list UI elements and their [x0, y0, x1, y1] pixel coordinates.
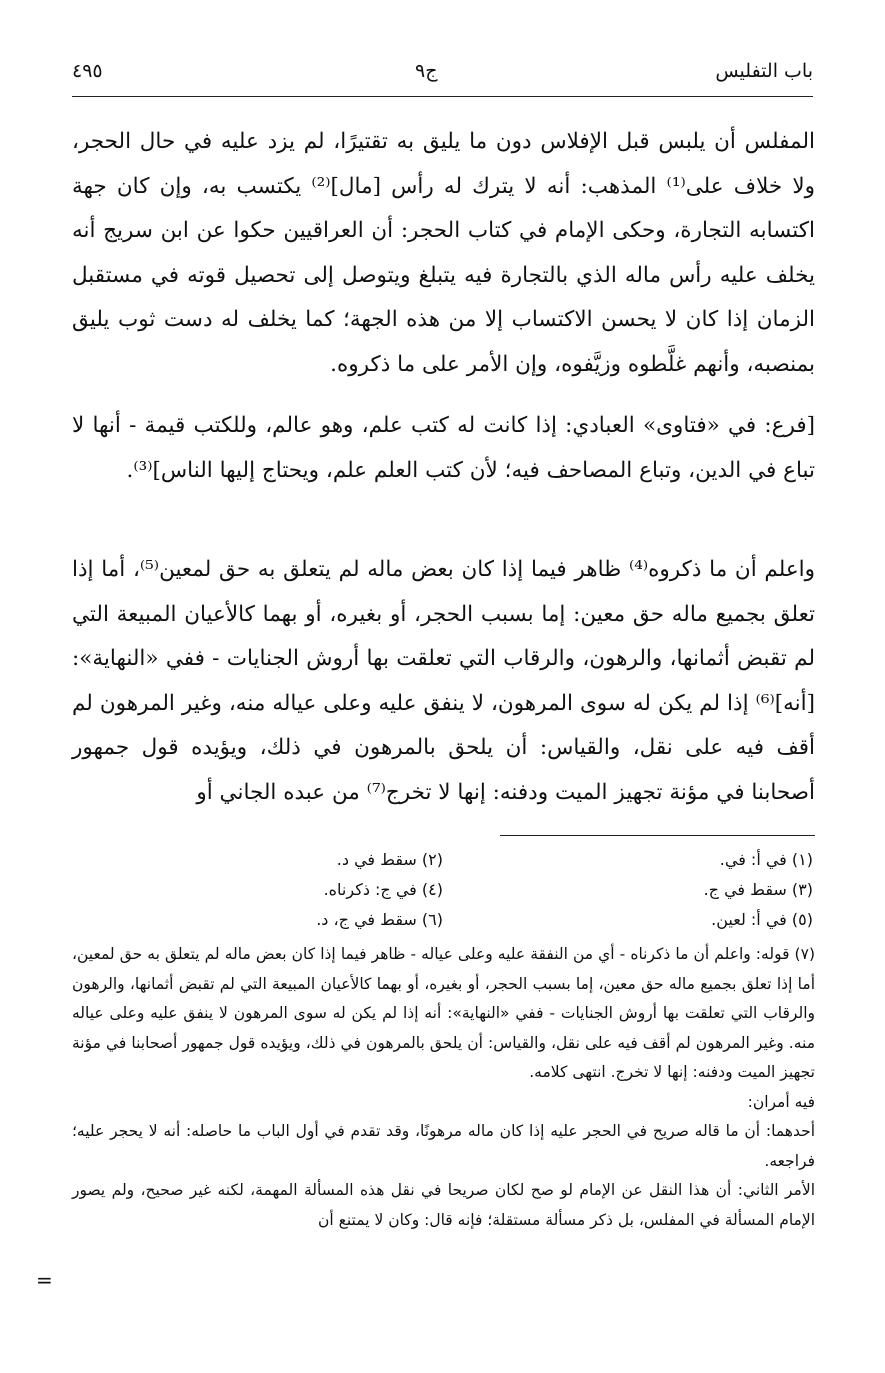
running-title: باب التفليس [715, 60, 813, 82]
footnote-7-second-point: الأمر الثاني: أن هذا النقل عن الإمام لو صح لكان صريحا في نقل هذه المسألة المهمة، لكنه غير صحيح، ولم يصور الإمام المسألة في المفلس، بل ذكر مسألة مستقلة؛ فإنه قال: وكان لا يمتنع أن [72, 1181, 815, 1229]
footnote-row [70, 880, 813, 910]
footnote-6: (٦) سقط في ج، د. [316, 910, 443, 929]
footnote-7 [72, 940, 815, 1235]
footnote-7-first-point: أحدهما: أن ما قاله صريح في الحجر عليه إذا كان ماله مرهونًا، وقد تقدم في أول الباب ما حاصله: أنه لا يحجر عليه؛ فراجعه. [72, 1122, 815, 1170]
footnote-3: (٣) سقط في ج. [703, 880, 813, 899]
body-paragraph-1: المفلس أن يلبس قبل الإفلاس دون ما يليق به تقتيرًا، لم يزد عليه في حال الحجر، ولا خلاف على⁽¹⁾ المذهب: أنه لا يترك له رأس [مال]⁽²⁾ يكتسب به، وإن كان جهة اكتسابه التجارة، وحكى الإمام في كتاب الحجر: أن العراقيين حكوا عن ابن سريج أنه يخلف عليه رأس ماله الذي بالتجارة فيه يتبلغ ويتوصل إلى تحصيل قوته في مستقبل الزمان إذا كان لا يحسن الاكتساب إلا من هذه الجهة؛ كما يخلف له دست ثوب يليق بمنصبه، وأنهم غلَّطوه وزيَّفوه، وإن الأمر على ما ذكروه. [72, 129, 815, 377]
footnote-7-text: (٧) قوله: واعلم أن ما ذكرناه - أي من النفقة عليه وعلى عياله - ظاهر فيما إذا كان بعض ماله لم يتعلق به حق لمعين، أما إذا تعلق بجميع ماله حق معين، إما بسبب الحجر، أو بغيره، أو بهما كالأعيان المبيعة التي لم تقبض أثمانها، والرهون والرقاب التي تعلقت بها أروش الجنايات - ففي «النهاية»: أنه إذا لم يكن له سوى المرهون لا ينفق عليه وعلى عياله منه. وغير المرهون لم أقف فيه على نقل، والقياس: أن يلحق بالمرهون في ذلك، ويؤيده قول جمهور أصحابنا في مؤنة تجهيز الميت ودفنه: إنها لا تخرج. انتهى كلامه. [72, 945, 815, 1081]
volume-label: ج٩ [415, 60, 438, 82]
footnote-row [70, 910, 813, 940]
footnote-1: (١) في أ: في. [719, 850, 813, 869]
footnote-2: (٢) سقط في د. [336, 850, 443, 869]
continuation-mark: = [36, 1268, 53, 1292]
header-rule [72, 96, 813, 97]
footnote-row [70, 850, 813, 880]
page-number: ٤٩٥ [72, 60, 103, 82]
body-paragraph-3: واعلم أن ما ذكروه⁽⁴⁾ ظاهر فيما إذا كان بعض ماله لم يتعلق به حق لمعين⁽⁵⁾، أما إذا تعلق بجميع ماله حق معين: إما بسبب الحجر، أو بغيره، أو بهما كالأعيان المبيعة التي لم تقبض أثمانها، والرهون، والرقاب التي تعلقت بها أروش الجنايات - ففي «النهاية»: [أنه]⁽⁶⁾ إذا لم يكن له سوى المرهون، لا ينفق عليه وعلى عياله منه، وغير المرهون لم أقف فيه على نقل، والقياس: أن يلحق بالمرهون في ذلك، ويؤيده قول جمهور أصحابنا في مؤنة تجهيز الميت ودفنه: إنها لا تخرج⁽⁷⁾ من عبده الجاني أو [72, 557, 815, 805]
footnotes-short [70, 850, 813, 940]
footnote-separator [500, 835, 815, 836]
footnote-4: (٤) في ج: ذكرناه. [323, 880, 443, 899]
footnote-5: (٥) في أ: لعين. [711, 910, 813, 929]
footnote-7-intro: فيه أمران: [747, 1092, 815, 1111]
body-paragraph-2: [فرع: في «فتاوى» العبادي: إذا كانت له كتب علم، وهو عالم، وللكتب قيمة - أنها لا تباع في الدين، وتباع المصاحف فيه؛ لأن كتب العلم علم، ويحتاج إليها الناس]⁽³⁾. [72, 413, 815, 483]
